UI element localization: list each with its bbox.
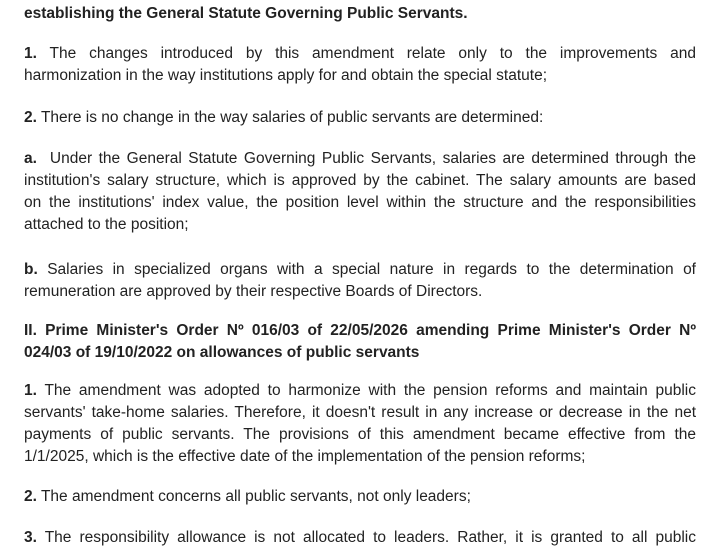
item-number: 2. xyxy=(24,109,37,126)
section-ii-item-1-line-3: payments of public servants. The provisions of this amendment became effective from the xyxy=(24,426,696,443)
item-number: 3. xyxy=(24,529,37,546)
subitem-a-line-1 xyxy=(24,148,696,170)
section-ii-item-1-line-1 xyxy=(24,380,696,402)
item-number: 2. xyxy=(24,488,37,505)
subitem-a-line-2: institution's salary structure, which is approved by the cabinet. The salary amounts are based xyxy=(24,172,696,189)
subitem-b-line-1 xyxy=(24,259,696,281)
item-number: 1. xyxy=(24,382,37,399)
paragraph-1-line-1 xyxy=(24,43,696,65)
section-ii-item-3-line-1 xyxy=(24,527,696,549)
section-ii-item-1-line-2: servants' take-home salaries. Therefore, it doesn't result in any increase or decrease in the net xyxy=(24,404,696,421)
item-letter: a. xyxy=(24,150,37,167)
item-letter: b. xyxy=(24,261,38,278)
section-ii-item-1-line-4: 1/1/2025, which is the effective date of the implementation of the pension reforms; xyxy=(24,448,586,465)
subitem-b-line-2: remuneration are approved by their respective Boards of Directors. xyxy=(24,283,483,300)
paragraph-text: The amendment concerns all public servants, not only leaders; xyxy=(40,488,471,505)
paragraph-text: There is no change in the way salaries of public servants are determined: xyxy=(40,109,544,126)
paragraph-text: Under the General Statute Governing Public Servants, salaries are determined through the xyxy=(49,150,696,167)
paragraph-text: The changes introduced by this amendment relate only to the improvements and xyxy=(49,45,696,62)
section-ii-heading-line-1: II. Prime Minister's Order Nº 016/03 of 22/05/2026 amending Prime Minister's Order Nº xyxy=(24,322,696,339)
paragraph-2-line-1 xyxy=(24,107,696,129)
section-ii-item-2-line-1 xyxy=(24,486,696,508)
paragraph-text: The amendment was adopted to harmonize with the pension reforms and maintain public xyxy=(44,382,697,399)
subitem-a-line-3: on the institutions' index value, the position level within the structure and the responsibilities xyxy=(24,194,696,211)
item-number: 1. xyxy=(24,45,37,62)
section-ii-heading-line-2: 024/03 of 19/10/2022 on allowances of public servants xyxy=(24,344,420,361)
paragraph-text: The responsibility allowance is not allocated to leaders. Rather, it is granted to all public xyxy=(44,529,696,546)
subitem-a-line-4: attached to the position; xyxy=(24,216,189,233)
section-heading-tail: establishing the General Statute Governing Public Servants. xyxy=(24,5,468,22)
paragraph-text: Salaries in specialized organs with a special nature in regards to the determination of xyxy=(47,261,696,278)
paragraph-1-line-2: harmonization in the way institutions apply for and obtain the special statute; xyxy=(24,67,548,84)
